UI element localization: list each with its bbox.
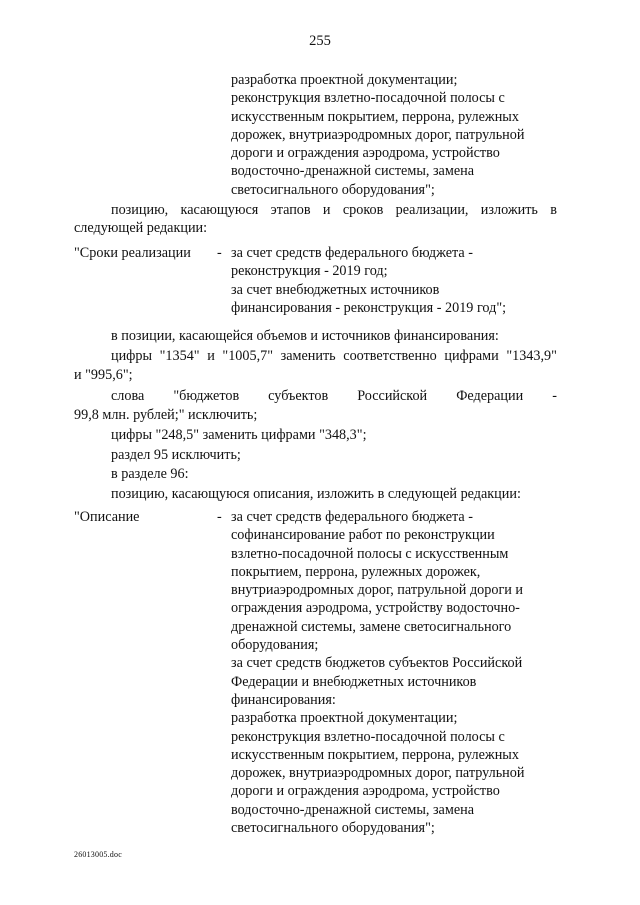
description-line: за счет средств федерального бюджета - (231, 509, 473, 525)
word: субъектов (268, 388, 329, 404)
word: - (552, 388, 557, 404)
word: позицию, (111, 202, 169, 218)
stages-line: за счет средств федерального бюджета - (231, 245, 473, 261)
word: цифры (111, 348, 153, 364)
description-line: Федерации и внебюджетных источников (231, 673, 477, 690)
word: сроков (342, 202, 384, 218)
word: "бюджетов (173, 388, 240, 404)
word: и (322, 202, 331, 218)
top-block-line: водосточно-дренажной системы, замена (231, 163, 475, 180)
word: цифрами (444, 348, 499, 364)
word: в (550, 202, 557, 218)
description-line: дороги и ограждения аэродрома, устройство (231, 783, 500, 800)
section-96-line: в разделе 96: (111, 466, 189, 482)
stages-label: "Сроки реализации (74, 245, 191, 261)
description-line: разработка проектной документации; (231, 710, 458, 727)
description-line: внутриаэродромных дорог, патрульной дороги и (231, 582, 523, 599)
page-number: 255 (309, 33, 331, 49)
stages-dash: - (217, 245, 222, 261)
stages-text (231, 244, 506, 317)
word: изложить (480, 202, 538, 218)
word: "1354" (159, 348, 200, 364)
word: слова (111, 388, 145, 404)
word: реализации, (395, 202, 469, 218)
description-line: софинансирование работ по реконструкции (231, 527, 495, 544)
stages-line: за счет внебюджетных источников (231, 281, 440, 298)
footer-filename: 26013005.doc (74, 850, 122, 859)
volumes-heading: в позиции, касающейся объемов и источников финансирования: (111, 328, 499, 344)
description-line: искусственным покрытием, перрона, рулежных (231, 746, 519, 763)
para-stages-line2: следующей редакции: (74, 220, 208, 236)
top-block-line: реконструкция взлетно-посадочной полосы с (231, 90, 505, 107)
top-block-line: разработка проектной документации; (231, 72, 458, 88)
word: и (207, 348, 215, 364)
description-dash: - (217, 509, 222, 525)
word: Федерации (456, 388, 524, 404)
description-line: дорожек, внутриаэродромных дорог, патрульной (231, 765, 525, 782)
section-95-line: раздел 95 исключить; (111, 447, 241, 463)
word: "1343,9" (506, 348, 557, 364)
figures-line2: и "995,6"; (74, 367, 133, 383)
description-line: покрытием, перрона, рулежных дорожек, (231, 563, 481, 580)
description-line: взлетно-посадочной полосы с искусственным (231, 545, 509, 562)
word: "1005,7" (222, 348, 274, 364)
word: заменить (280, 348, 336, 364)
figures-line1 (111, 347, 557, 365)
words-line2: 99,8 млн. рублей;" исключить; (74, 407, 258, 423)
para-stages-line1 (111, 201, 557, 219)
word: Российской (357, 388, 428, 404)
top-block-line: дорожек, внутриаэродромных дорог, патрульной (231, 126, 525, 143)
top-text-block (231, 71, 524, 199)
description-line: оборудования; (231, 637, 319, 654)
description-heading: позицию, касающуюся описания, изложить в следующей редакции: (111, 486, 521, 502)
description-line: за счет средств бюджетов субъектов Российской (231, 655, 523, 672)
description-label: "Описание (74, 509, 140, 525)
top-block-line: светосигнального оборудования"; (231, 181, 435, 198)
description-line: светосигнального оборудования"; (231, 820, 435, 837)
top-block-line: искусственным покрытием, перрона, рулежных (231, 108, 519, 125)
description-line: дренажной системы, замене светосигнального (231, 618, 512, 635)
figures-248-line: цифры "248,5" заменить цифрами "348,3"; (111, 427, 367, 443)
word: этапов (270, 202, 311, 218)
words-line1 (111, 387, 557, 405)
description-line: финансирования: (231, 691, 336, 708)
top-block-line: дороги и ограждения аэродрома, устройство (231, 145, 500, 162)
description-line: реконструкция взлетно-посадочной полосы с (231, 728, 505, 745)
word: соответственно (343, 348, 437, 364)
word: касающуюся (180, 202, 259, 218)
description-text (231, 508, 524, 837)
description-line: водосточно-дренажной системы, замена (231, 801, 475, 818)
stages-line: финансирования - реконструкция - 2019 год"; (231, 299, 507, 316)
description-line: ограждения аэродрома, устройству водосточно- (231, 600, 520, 617)
stages-line: реконструкция - 2019 год; (231, 263, 388, 280)
